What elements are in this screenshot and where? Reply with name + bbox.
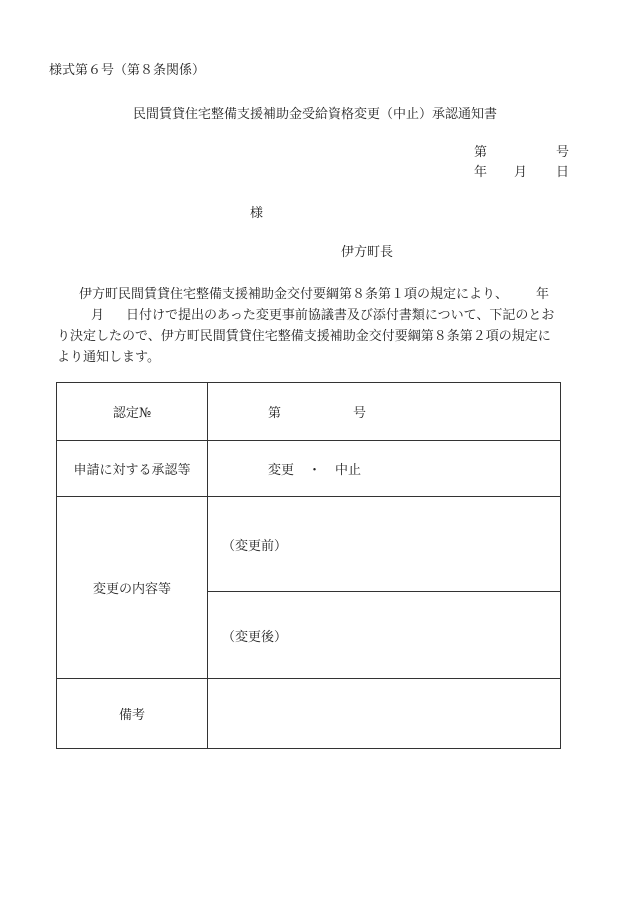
cert-number-label: 認定№ xyxy=(57,383,208,441)
body-year-label: 年 xyxy=(536,287,550,302)
change-before-cell xyxy=(208,497,561,592)
form-table xyxy=(56,382,561,749)
reference-number-suffix: 号 xyxy=(556,145,570,160)
reference-number-prefix: 第 xyxy=(474,145,488,160)
reference-block xyxy=(472,146,570,186)
row-change-before xyxy=(57,497,561,592)
issuer-title: 伊方町長 xyxy=(341,245,394,260)
approval-separator: ・ xyxy=(308,463,322,478)
cert-number-cell xyxy=(208,383,561,441)
remarks-label: 備考 xyxy=(57,679,208,749)
row-approval xyxy=(57,441,561,497)
body-line-4: より通知します。 xyxy=(57,350,160,365)
remarks-cell xyxy=(208,679,561,749)
body-line-1-text: 伊方町民間賃貸住宅整備支援補助金交付要綱第８条第１項の規定により、 xyxy=(79,287,509,302)
change-after-label: （変更後） xyxy=(222,629,288,645)
approval-label: 申請に対する承認等 xyxy=(57,441,208,497)
reference-date-row xyxy=(472,166,570,186)
body-line-2-text: 日付けで提出のあった変更事前協議書及び添付書類について、下記のとお xyxy=(126,308,555,323)
body-month-label: 月 xyxy=(91,308,105,323)
change-after-cell xyxy=(208,592,561,679)
addressee-honorific: 様 xyxy=(250,206,264,221)
cert-number-prefix: 第 xyxy=(268,406,282,421)
approval-stop-option: 中止 xyxy=(335,463,362,478)
body-line-1 xyxy=(57,284,571,305)
document-title: 民間賃貸住宅整備支援補助金受給資格変更（中止）承認通知書 xyxy=(132,107,497,122)
date-year-label: 年 xyxy=(474,165,488,180)
approval-change-option: 変更 xyxy=(268,463,295,478)
change-content-label: 変更の内容等 xyxy=(57,497,208,679)
form-number: 様式第６号（第８条関係） xyxy=(49,63,206,78)
cert-number-suffix: 号 xyxy=(353,406,367,421)
notice-body xyxy=(57,284,571,368)
row-cert-number xyxy=(57,383,561,441)
date-month-label: 月 xyxy=(514,165,528,180)
reference-number-row xyxy=(472,146,570,166)
approval-cell xyxy=(208,441,561,497)
body-line-3: り決定したので、伊方町民間賃貸住宅整備支援補助金交付要綱第８条第２項の規定に xyxy=(57,329,551,344)
date-day-label: 日 xyxy=(556,165,570,180)
change-before-label: （変更前） xyxy=(222,538,288,554)
row-remarks xyxy=(57,679,561,749)
body-line-2 xyxy=(57,305,571,326)
